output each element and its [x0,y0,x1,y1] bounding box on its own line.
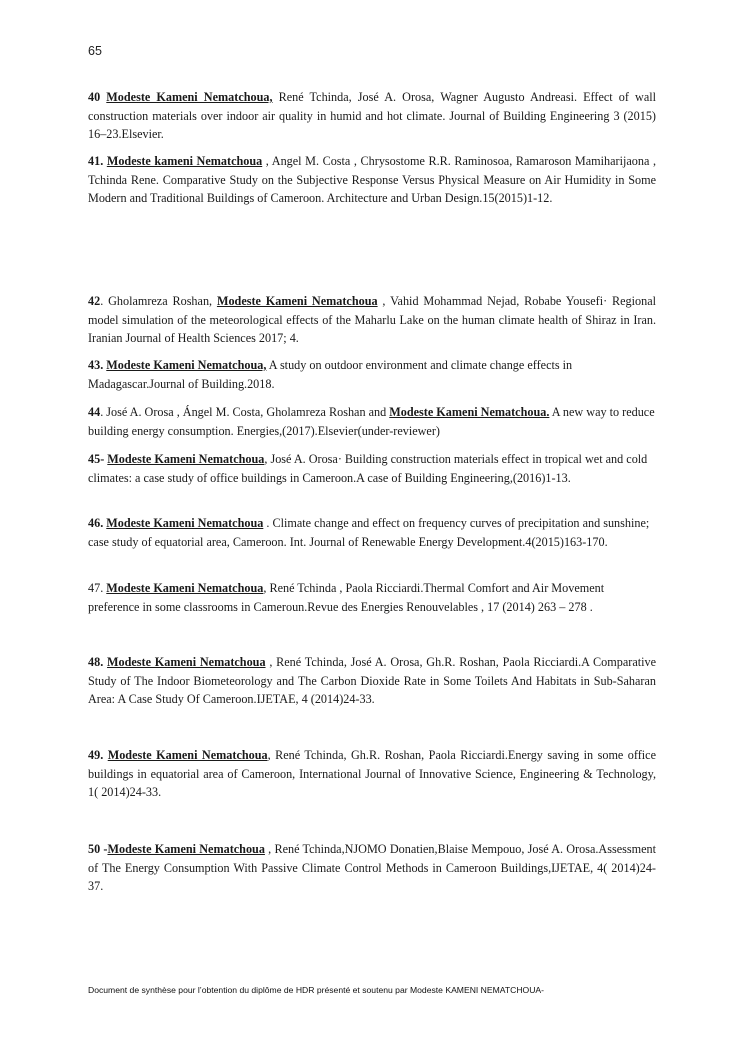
reference-text: , René Tchinda, José A. Orosa, Gh.R. Roshan, Paola Ricciardi.A Comparative Study of The Indoor Biometeorology and The Carbon Dioxide Rate in Some Toilets And Habitats in Sub-Saharan Area: A Case Study Of Cameroon.IJETAE, 4 (2014)24-33. [88,655,656,707]
reference-48 [88,653,656,709]
reference-text-pre: . Gholamreza Roshan, [100,294,217,308]
reference-text: , René Tchinda,NJOMO Donatien,Blaise Mempouo, José A. Orosa.Assessment of The Energy Consumption With Passive Climate Control Methods in Cameroon Buildings,IJETAE, 4( 2014)24-37. [88,842,656,894]
reference-number: 47. [88,581,104,595]
reference-number: 45- [88,452,105,466]
reference-number: 48. [88,655,104,669]
reference-42 [88,292,656,348]
self-author: Modeste Kameni Nematchoua [107,452,265,466]
reference-number: 46. [88,516,104,530]
self-author: Modeste Kameni Nematchoua [107,748,268,762]
self-author: Modeste Kameni Nematchoua [107,655,266,669]
self-author: Modeste Kameni Nematchoua. [389,405,550,419]
reference-46 [88,514,656,551]
reference-50 [88,840,656,896]
self-author: Modeste Kameni Nematchoua [107,842,265,856]
page-footer: Document de synthèse pour l’obtention du diplôme de HDR présenté et soutenu par Modeste KAMENI NEMATCHOUA- [88,985,545,995]
reference-47 [88,579,656,616]
reference-number: 50 - [88,842,108,856]
page-number: 65 [88,44,102,58]
reference-text: , René Tchinda, Gh.R. Roshan, Paola Ricciardi.Energy saving in some office buildings in equatorial area of Cameroon, International Journal of Innovative Science, Engineering & Technology, 1( 2014)24-33. [88,748,656,800]
reference-text: , René Tchinda , Paola Ricciardi.Thermal Comfort and Air Movement preference in some classrooms in Cameroun.Revue des Energies Renouvelables , 17 (2014) 263 – 278 . [88,581,605,614]
self-author: Modeste Kameni Nematchoua [106,516,264,530]
reference-45 [88,450,656,487]
reference-number: 42 [88,294,101,308]
self-author: Modeste kameni Nematchoua [106,154,263,168]
reference-number: 41. [88,154,104,168]
self-author: Modeste Kameni Nematchoua, [106,358,267,372]
reference-44 [88,403,656,440]
reference-text: , Vahid Mohammad Nejad, Robabe Yousefi· Regional model simulation of the meteorological effects of the Maharlu Lake on the human climate health of Shiraz in Iran. Iranian Journal of Health Sciences 2017; 4. [88,294,656,346]
reference-40 [88,88,656,144]
reference-text: A study on outdoor environment and climate change effects in Madagascar.Journal of Building.2018. [88,358,573,391]
self-author: Modeste Kameni Nematchoua [216,294,378,308]
reference-number: 44 [88,405,101,419]
reference-text: A new way to reduce building energy consumption. Energies,(2017).Elsevier(under-reviewer) [88,405,655,438]
reference-text: René Tchinda, José A. Orosa, Wagner Augusto Andreasi. Effect of wall construction materials over indoor air quality in humid and hot climate. Journal of Building Engineering 3 (2015) 16–23.Elsevier. [88,90,657,142]
reference-41 [88,152,656,208]
reference-text: , Angel M. Costa , Chrysostome R.R. Raminosoa, Ramaroson Mamiharijaona , Tchinda Rene. Comparative Study on the Subjective Response Versus Physical Measure on Air Humidity in Some Modern and Traditional Buildings of Cameroon. Architecture and Urban Design.15(2015)1-12. [88,154,657,206]
reference-text-pre: . José A. Orosa , Ángel M. Costa, Gholamreza Roshan and [100,405,390,419]
reference-number: 43. [88,358,104,372]
reference-text: . Climate change and effect on frequency curves of precipitation and sunshine; case study of equatorial area, Cameroon. Int. Journal of Renewable Energy Development.4(2015)163-170. [88,516,650,549]
reference-49 [88,746,656,802]
self-author: Modeste Kameni Nematchoua [106,581,264,595]
reference-number: 40 [88,90,101,104]
reference-number: 49. [88,748,104,762]
reference-43 [88,356,656,393]
reference-text: , José A. Orosa· Building construction materials effect in tropical wet and cold climates: a case study of office buildings in Cameroon.A case of Building Engineering,(2016)1-13. [88,452,648,485]
self-author: Modeste Kameni Nematchoua, [106,90,273,104]
